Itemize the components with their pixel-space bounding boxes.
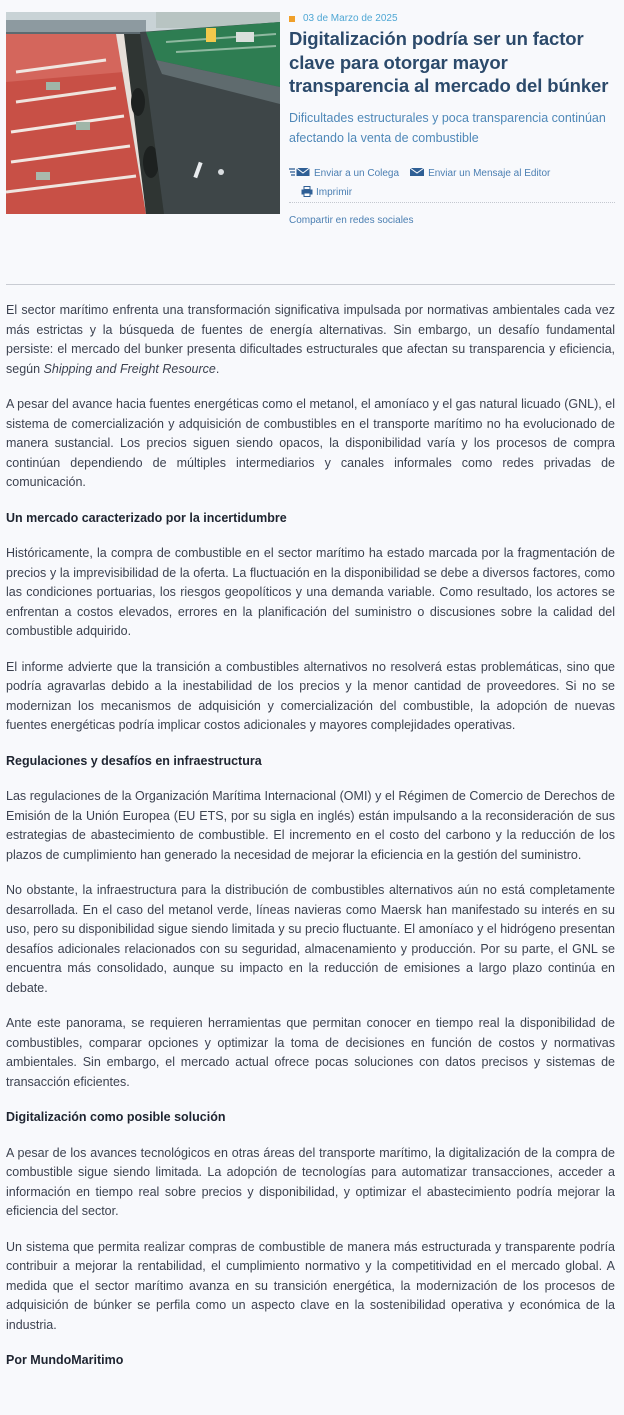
article-date: 03 de Marzo de 2025: [303, 13, 398, 24]
send-colleague-link[interactable]: [289, 167, 399, 180]
print-label: Imprimir: [316, 187, 353, 198]
byline: Por MundoMaritimo: [6, 1353, 124, 1367]
send-colleague-label: Enviar a un Colega: [314, 168, 400, 179]
article-photo: [6, 12, 280, 214]
source-reference: Shipping and Freight Resource: [43, 361, 216, 376]
ship-bunkering-image: [6, 12, 280, 214]
paragraph-3: Históricamente, la compra de combustible en el sector marítimo ha estado marcada por la fragmentación de precios y la imprevisibilidad de la oferta. La fluctuación en la disponibilidad se debe a diversos factores, como las condiciones portuarias, los riesgos geopolíticos y una demanda variable. Como resultado, los actores se enfrentan a costos elevados, errores en la planificación del suministro o discusiones sobre la calidad del combustible adquirido.: [6, 546, 615, 638]
printer-icon: [301, 186, 313, 200]
article-subtitle: Dificultades estructurales y poca transparencia continúan afectando la venta de combustible: [289, 110, 606, 145]
paragraph-7: Ante este panorama, se requieren herramientas que permitan conocer en tiempo real la disponibilidad de combustibles, comparar opciones y optimizar la toma de decisiones en función de costos y normativas ambientales. Sin embargo, el mercado actual ofrece pocas soluciones con datos precisos y sistemas de transacción eficientes.: [6, 1016, 615, 1089]
article-title: Digitalización podría ser un factor clave para otorgar mayor transparencia al mercado del búnker: [289, 28, 609, 96]
article-actions: [289, 167, 615, 226]
date-row: [289, 12, 615, 25]
mail-icon: [409, 167, 425, 180]
header-divider: [6, 284, 615, 285]
article-body: [6, 301, 615, 1387]
article-meta: [289, 12, 615, 226]
paragraph-2: A pesar del avance hacia fuentes energéticas como el metanol, el amoníaco y el gas natural licuado (GNL), el sistema de comercialización y adquisición de combustibles en el transporte marítimo no ha evolucionado de manera sustancial. Los precios siguen siendo opacos, la disponibilidad varía y los procesos de compra continúan dependiendo de múltiples intermediarios y canales informales como redes privadas de comunicación.: [6, 397, 615, 489]
paragraph-8: A pesar de los avances tecnológicos en otras áreas del transporte marítimo, la digitalización de la compra de combustible sigue siendo limitada. La adopción de tecnologías para automatizar transacciones, acceder a información en tiempo real sobre precios y disponibilidad, y optimizar el abastecimiento podría mejorar la eficiencia del sector.: [6, 1145, 615, 1218]
send-editor-link[interactable]: [409, 167, 550, 180]
section-heading-2: Regulaciones y desafíos en infraestructura: [6, 753, 262, 768]
send-editor-label: Enviar un Mensaje al Editor: [428, 168, 551, 179]
section-heading-3: Digitalización como posible solución: [6, 1110, 226, 1124]
date-marker-icon: [289, 16, 295, 22]
share-social-link[interactable]: Compartir en redes sociales: [289, 214, 414, 226]
paragraph-1-end: .: [215, 361, 220, 376]
print-link[interactable]: [301, 186, 352, 200]
paragraph-6: No obstante, la infraestructura para la distribución de combustibles alternativos aún no está completamente desarrollada. En el caso del metanol verde, líneas navieras como Maersk han manifestado su interés en su uso, pero su disponibilidad sigue siendo limitada y su precio fluctuante. El amoníaco y el hidrógeno presentan desafíos adicionales relacionados con su seguridad, almacenamiento y producción. Por su parte, el GNL se encuentra más consolidado, aunque su impacto en la reducción de emisiones a largo plazo continúa en debate.: [6, 883, 615, 995]
paragraph-9: Un sistema que permita realizar compras de combustible de manera más estructurada y transparente podría contribuir a mejorar la rentabilidad, el cumplimiento normativo y la competitividad en el mercado global. A medida que el sector marítimo avanza en su transición energética, la modernización de los procesos de adquisición de búnker se perfila como un aspecto clave en la sostenibilidad operativa y económica de la industria.: [6, 1239, 615, 1332]
paragraph-1: [6, 301, 615, 379]
actions-divider: [289, 202, 615, 203]
article-header: [0, 0, 624, 270]
paragraph-5: Las regulaciones de la Organización Marítima Internacional (OMI) y el Régimen de Comercio de Derechos de Emisión de la Unión Europea (EU ETS, por su sigla en inglés) están impulsando a la reconsideración de sus estrategias de abastecimiento de combustible. El incremento en el costo del carbono y la reducción de los plazos de cumplimiento han generado la necesidad de mejorar la eficiencia en la gestión del suministro.: [6, 789, 615, 862]
send-colleague-icon: [289, 167, 311, 180]
paragraph-1-text: El sector marítimo enfrenta una transformación significativa impulsada por normativas ambientales cada vez más estrictas y la búsqueda de fuentes de energía alternativas. Sin embargo, un desafío fundamental persiste: el mercado del bunker presenta dificultades estructurales que afectan su transparencia y eficiencia, según: [6, 303, 615, 376]
paragraph-4: El informe advierte que la transición a combustibles alternativos no resolverá estas problemáticas, sino que podría agravarlas debido a la inestabilidad de los precios y la menor cantidad de proveedores. Si no se modernizan los mecanismos de adquisición y comercialización del combustible, la adopción de nuevas fuentes energéticas podría implicar costos adicionales y mayores complejidades operativas.: [6, 659, 615, 732]
section-heading-1: Un mercado caracterizado por la incertidumbre: [6, 510, 287, 525]
